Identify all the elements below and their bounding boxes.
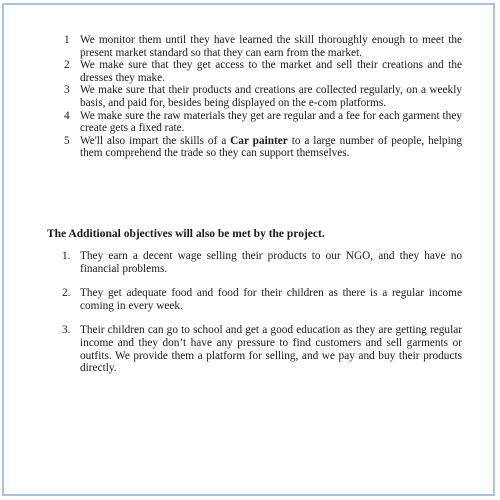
list-item: [62, 84, 462, 109]
list-item: [62, 287, 462, 312]
list-number: 2.: [62, 287, 71, 300]
list-number: 3.: [62, 324, 71, 337]
numbered-list-methods: [62, 34, 462, 160]
list-item: [62, 324, 462, 374]
list-item: [62, 34, 462, 59]
numbered-list-objectives: [62, 250, 462, 387]
list-item-text: We make sure that their products and creations are collected regularly, on a weekly basis, and paid for, besides being displayed on the e-com platforms.: [80, 84, 462, 109]
text-segment: to a large number of people, helping them comprehend the trade so they can support themselves.: [80, 134, 463, 160]
list-number: 2: [64, 59, 70, 72]
list-item: [62, 135, 462, 160]
list-item-text: They get adequate food and food for their children as there is a regular income coming in every week.: [80, 287, 462, 312]
list-item-text: We monitor them until they have learned the skill thoroughly enough to meet the present market standard so that they can earn from the market.: [80, 34, 462, 59]
section-heading: The Additional objectives will also be met by the project.: [47, 228, 325, 240]
list-item-text: We make sure the raw materials they get are regular and a fee for each garment they create gets a fixed rate.: [80, 109, 462, 135]
list-item-text: Their children can go to school and get a good education as they are getting regular income and they don’t have any pressure to find customers and sell garments or outfits. We provide them a platform for selling, and we pay and buy their products directly.: [80, 324, 462, 375]
list-item: [62, 59, 462, 84]
list-item-text: They earn a decent wage selling their products to our NGO, and they have no financial problems.: [80, 250, 462, 275]
list-number: 3: [64, 84, 70, 97]
list-item: [62, 110, 462, 135]
list-item: [62, 250, 462, 275]
list-number: 1: [64, 34, 70, 46]
list-number: 4: [64, 109, 70, 122]
bold-term: Car painter: [230, 134, 288, 147]
list-item-text: We make sure that they get access to the market and sell their creations and the dresses they make.: [80, 59, 462, 84]
document-page: [2, 3, 495, 496]
text-segment: We'll also impart the skills of a: [80, 134, 231, 147]
list-number: 1.: [62, 250, 71, 262]
list-number: 5: [64, 134, 70, 147]
list-item-text: [80, 135, 462, 160]
